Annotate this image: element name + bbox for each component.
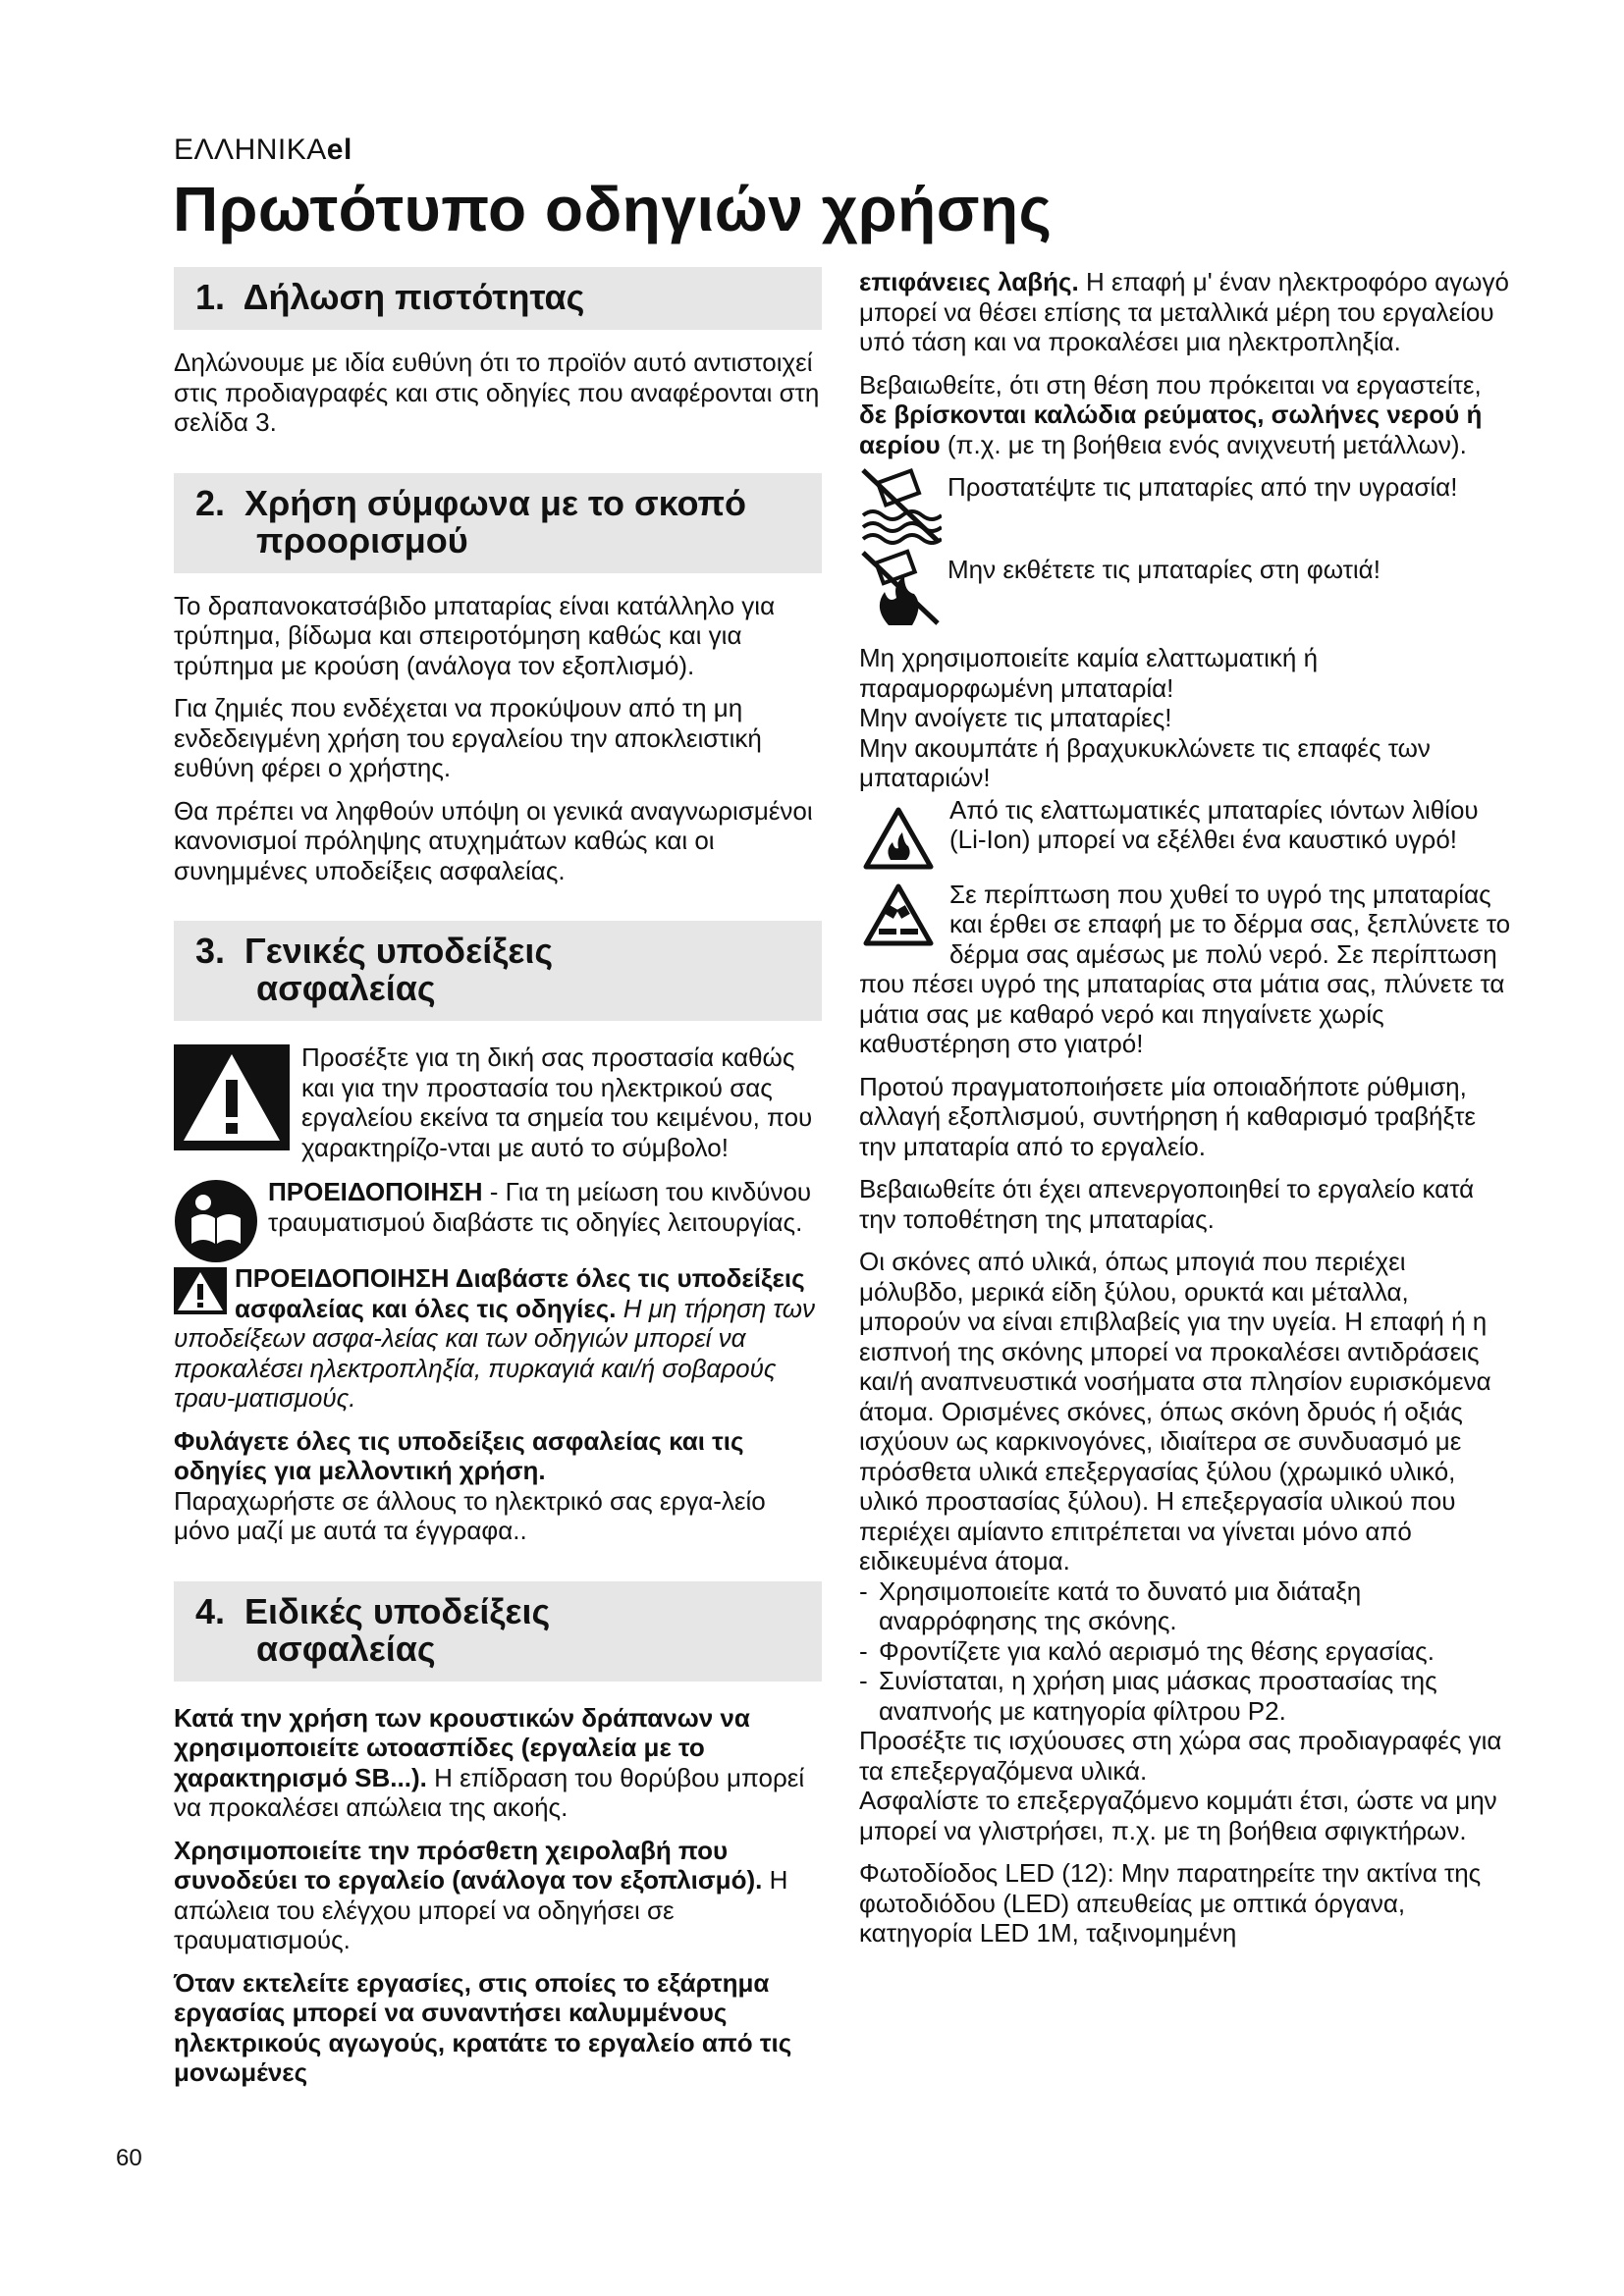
remove-battery-paragraph: Προτού πραγματοποιήσετε μία οποιαδήποτε ρύθμιση, αλλαγή εξοπλισμού, συντήρηση ή καθαρισμό τραβήξτε την μπαταρία από το εργαλείο. — [859, 1071, 1476, 1161]
section-1-text: Δηλώνουμε με ιδία ευθύνη ότι το προϊόν αυτό αντιστοιχεί στις προδιαγραφές και στις οδηγίες που αναφέρονται στη σελίδα 3. — [174, 347, 820, 437]
fire-paragraph: Μην εκθέτετε τις μπαταρίες στη φωτιά! — [859, 555, 1512, 585]
moisture-paragraph: Προστατέψτε τις μπαταρίες από την υγρασία! — [859, 472, 1512, 503]
keep-instructions-paragraph: Φυλάγετε όλες τις υποδείξεις ασφαλείας και τις οδηγίες για μελλοντική χρήση. Παραχωρήστε σε άλλους το ηλεκτρικό σας εργα-λείο μόνο μαζί με αυτά τα έγγραφα.. — [174, 1425, 766, 1545]
corrosive-warning-icon — [863, 883, 934, 946]
right-column — [859, 267, 1512, 1961]
damaged-battery-1: Μη χρησιμοποιείτε καμία ελαττωματική ή παραμορφωμένη μπαταρία! — [859, 643, 1319, 703]
dust-paragraph: Οι σκόνες από υλικά, όπως μπογιά που περιέχει μόλυβδο, μερικά είδη ξύλου, ορυκτά και μέταλλα, μπορούν να είναι επιβλαβείς για την υγεία. Η επαφή ή η εισπνοή της σκόνης μπορεί να προκαλέσει αντιδράσεις και/ή αναπνευστικά νοσήματα στα πλησίον ευρισκόμενα άτομα. Ορισμένες σκόνες, όπως σκόνη δρυός ή οξιάς ισχύουν ως καρκινογόνες, ιδιαίτερα σε συνδυασμό με πρόσθετα υλικά επεξεργασίας ξύλου (χρωμικό υλικό, υλικό προστασίας ξύλου). Η επεξεργασία υλικού που περιέχει αμίαντο επιτρέπεται να γίνεται μόνο από ειδικευμένα άτομα. — [859, 1247, 1491, 1575]
right-para-hidden-lines: Βεβαιωθείτε, ότι στη θέση που πρόκειται να εργαστείτε, δε βρίσκονται καλώδια ρεύματος, σωλήνες νερού ή αερίου (π.χ. με τη βοήθεια ενός ανιχνευτή μετάλλων). — [859, 369, 1483, 459]
language-label: ΕΛΛΗΝΙΚΑel — [174, 133, 352, 166]
section-1-heading: 1. Δήλωση πιστότητας — [174, 267, 822, 330]
section-2-heading: 2. Χρήση σύμφωνα με το σκοπό προορισμού — [174, 473, 822, 573]
damaged-battery-2: Μην ανοίγετε τις μπαταρίες! — [859, 703, 1172, 732]
warning-symbol-paragraph: Προσέξτε για τη δική σας προστασία καθώς και για την προστασία του ηλεκτρικού σας εργαλείου εκείνα τα σημεία του κειμένου, που χαρακτηρίζο-νται με αυτό το σύμβολο! — [174, 1042, 822, 1162]
small-warning-icon — [174, 1267, 227, 1314]
flammable-warning-icon — [863, 807, 934, 870]
section-4-para-1: Κατά την χρήση των κρουστικών δράπανων να χρησιμοποιείτε ωτοασπίδες (εργαλεία με το χαρακτηρισμό SB...). Η επίδραση του θορύβου μπορεί να προκαλέσει απώλεια της ακοής. — [174, 1702, 805, 1822]
right-para-insulated: επιφάνειες λαβής. Η επαφή μ' έναν ηλεκτροφόρο αγωγό μπορεί να θέσει επίσης τα μεταλλικά μέρη του εργαλείου υπό τάση και να προκαλέσει μια ηλεκτροπληξία. — [859, 267, 1509, 356]
li-ion-paragraph: Από τις ελαττωματικές μπαταρίες ιόντων λιθίου (Li-Ion) μπορεί να εξέλθει ένα καυστικό υγρό! — [859, 795, 1512, 855]
general-warning-paragraph: ΠΡΟΕΙΔΟΠΟΙΗΣΗ Διαβάστε όλες τις υποδείξεις ασφαλείας και όλες τις οδηγίες. Η μη τήρηση των υποδείξεων ασφα-λείας και των οδηγιών μπορεί να προκαλέσει ηλεκτροπληξία, πυρκαγιά και/ή σοβαρούς τραυ-ματισμούς. — [174, 1263, 816, 1413]
no-fire-icon — [859, 549, 942, 627]
warning-triangle-icon — [174, 1044, 290, 1150]
section-3-heading: 3. Γενικές υποδείξεις ασφαλείας — [174, 921, 822, 1021]
section-4-heading: 4. Ειδικές υποδείξεις ασφαλείας — [174, 1581, 822, 1682]
damaged-battery-3: Μην ακουμπάτε ή βραχυκυκλώνετε τις επαφές των μπαταριών! — [859, 732, 1431, 792]
section-2-para-2: Για ζημιές που ενδέχεται να προκύψουν από τη μη ενδεδειγμένη χρήση του εργαλείου την αποκλειστική ευθύνη φέρει ο χρήστης. — [174, 693, 762, 782]
clamp-paragraph: Ασφαλίστε το επεξεργαζόμενο κομμάτι έτσι, ώστε να μην μπορεί να γλιστρήσει, π.χ. με τη βοήθεια σφιγκτήρων. — [859, 1786, 1497, 1845]
read-manual-paragraph: ΠΡΟΕΙΔΟΠΟΙΗΣΗ - Για τη μείωση του κινδύνου τραυματισμού διαβάστε τις οδηγίες λειτουργίας. — [174, 1177, 822, 1237]
section-2-para-1: Το δραπανοκατσάβιδο μπαταρίας είναι κατάλληλο για τρύπημα, βίδωμα και σπειροτόμηση καθώς και για τρύπημα με κρούση (ανάλογα τον εξοπλισμό). — [174, 590, 776, 680]
corrosive-paragraph: Σε περίπτωση που χυθεί το υγρό της μπαταρίας και έρθει σε επαφή με το δέρμα σας, ξεπλύνετε το δέρμα σας αμέσως με πολύ νερό. Σε περίπτωση που πέσει υγρό της μπαταρίας στα μάτια σας, πλύνετε τα μάτια σας με καθαρό νερό και πηγαίνετε χωρίς καθυστέρηση στο γιατρό! — [859, 879, 1511, 1058]
page-title: Πρωτότυπο οδηγιών χρήσης — [173, 174, 1053, 244]
regulations-paragraph: Προσέξτε τις ισχύουσες στη χώρα σας προδιαγραφές για τα επεξεργαζόμενα υλικά. — [859, 1726, 1502, 1786]
led-paragraph: Φωτοδίοδος LED (12): Μην παρατηρείτε την ακτίνα της φωτοδιόδου (LED) απευθείας με οπτικά όργανα, κατηγορία LED 1M, ταξινομημένη — [859, 1858, 1482, 1948]
left-column — [174, 267, 822, 2101]
section-2-para-3: Θα πρέπει να ληφθούν υπόψη οι γενικά αναγνωρισμένοι κανονισμοί πρόληψης ατυχημάτων καθώς και οι συνημμένες υποδείξεις ασφαλείας. — [174, 795, 813, 885]
dash-item: - Χρησιμοποιείτε κατά το δυνατό μια διάταξη αναρρόφησης της σκόνης. — [859, 1575, 1362, 1635]
section-4-para-3: Όταν εκτελείτε εργασίες, στις οποίες το εξάρτημα εργασίας μπορεί να συναντήσει καλυμμένους ηλεκτρικούς αγωγούς, κρατάτε το εργαλείο από τις μονωμένες — [174, 1967, 792, 2087]
section-4-para-2: Χρησιμοποιείτε την πρόσθετη χειρολαβή που συνοδεύει το εργαλείο (ανάλογα τον εξοπλισμό). Η απώλεια του ελέγχου μπορεί να οδηγήσει σε τραυματισμούς. — [174, 1835, 788, 1954]
dash-item: - Συνίσταται, η χρήση μιας μάσκας προστασίας της αναπνοής με κατηγορία φίλτρου P2. — [859, 1666, 1437, 1726]
no-moisture-icon — [859, 466, 942, 545]
read-manual-icon — [174, 1179, 258, 1263]
dash-item: - Φροντίζετε για καλό αερισμό της θέσης εργασίας. — [859, 1635, 1435, 1666]
page-number: 60 — [116, 2145, 142, 2171]
switched-off-paragraph: Βεβαιωθείτε ότι έχει απενεργοποιηθεί το εργαλείο κατά την τοποθέτηση της μπαταρίας. — [859, 1174, 1475, 1234]
